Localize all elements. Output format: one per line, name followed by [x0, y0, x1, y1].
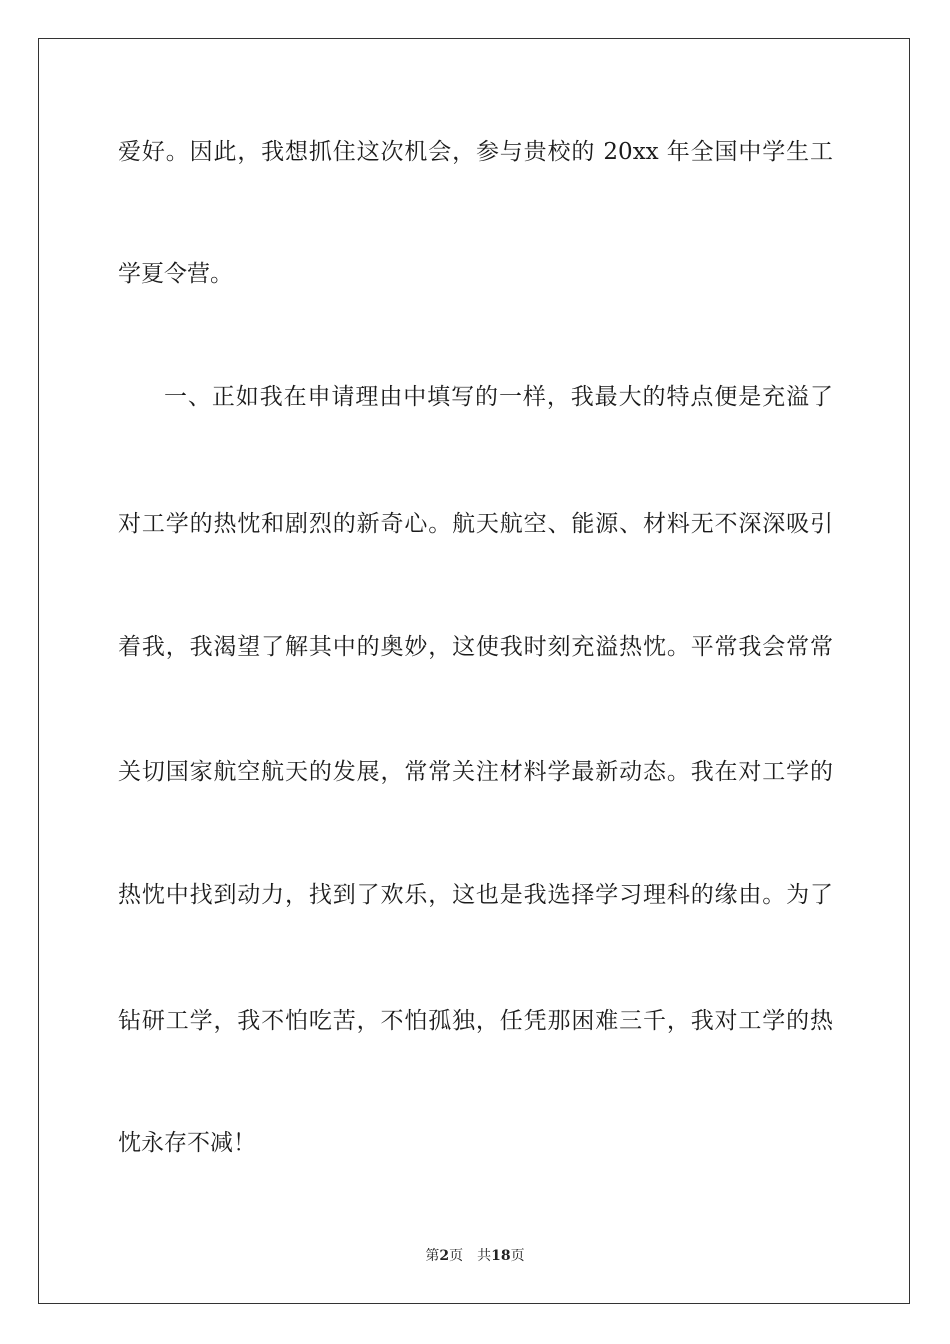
- total-suffix: 页: [510, 1248, 525, 1264]
- page-number-current: 2: [439, 1248, 450, 1264]
- page-prefix: 第: [425, 1248, 440, 1264]
- paragraph-line: 热忱中找到动力，找到了欢乐，这也是我选择学习理科的缘由。为了: [118, 882, 833, 908]
- page-number-total: 18: [491, 1248, 511, 1264]
- paragraph-first-line: 一、正如我在申请理由中填写的一样，我最大的特点便是充溢了: [164, 384, 833, 410]
- paragraph-line: 着我，我渴望了解其中的奥妙，这使我时刻充溢热忱。平常我会常常: [118, 634, 833, 660]
- paragraph-line: 学夏令营。: [118, 261, 233, 287]
- paragraph-line: 爱好。因此，我想抓住这次机会，参与贵校的 20xx 年全国中学生工: [118, 139, 833, 165]
- page-border: [38, 38, 910, 1304]
- total-prefix: 共: [477, 1248, 492, 1264]
- paragraph-line: 忱永存不减！: [118, 1130, 256, 1156]
- page-suffix: 页: [449, 1248, 464, 1264]
- page-footer: [0, 1246, 950, 1266]
- paragraph-line: 钻研工学，我不怕吃苦，不怕孤独，任凭那困难三千，我对工学的热: [118, 1008, 833, 1034]
- paragraph-line: 关切国家航空航天的发展，常常关注材料学最新动态。我在对工学的: [118, 759, 833, 785]
- paragraph-line: 对工学的热忱和剧烈的新奇心。航天航空、能源、材料无不深深吸引: [118, 511, 833, 537]
